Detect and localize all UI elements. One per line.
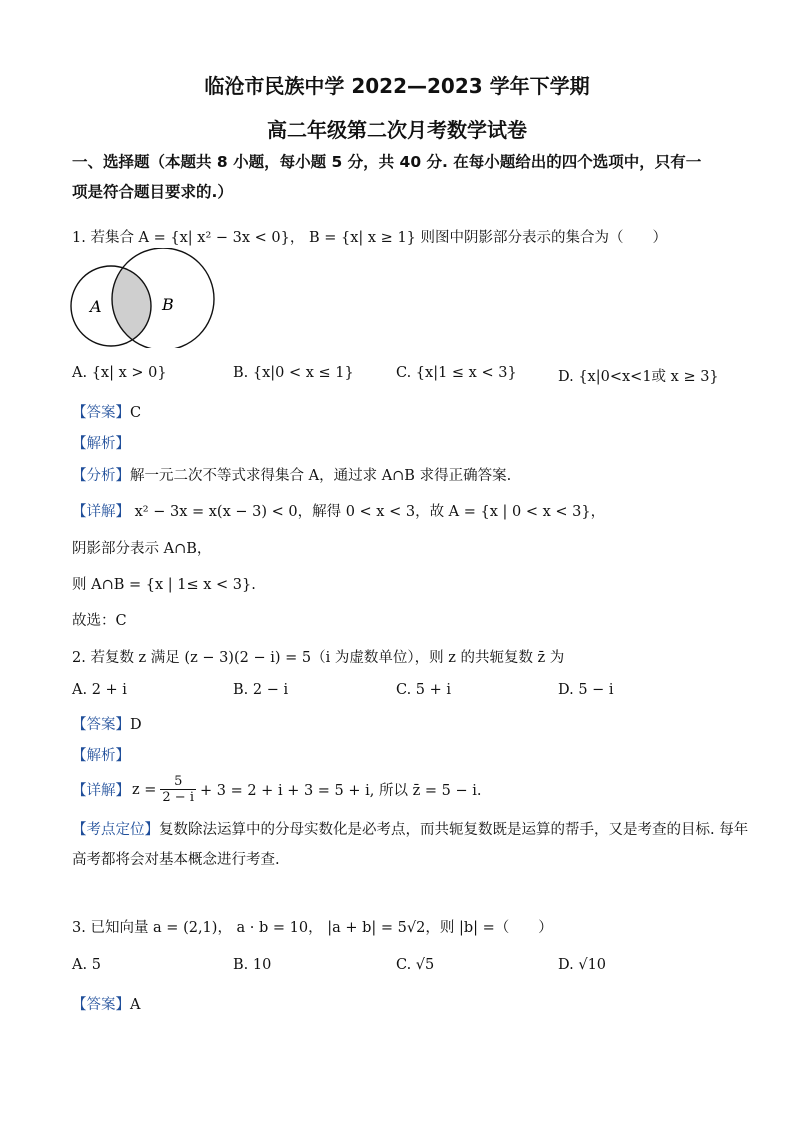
- venn-diagram: [68, 248, 223, 348]
- q1-answer: C: [130, 405, 142, 421]
- q2-answer-line: [72, 713, 142, 734]
- q2-kaodian-line2: 高考都将会对基本概念进行考查.: [72, 852, 280, 868]
- q3-option-d: D. √10: [558, 957, 607, 973]
- q2-detail-rhs: + 3 = 2 + i + 3 = 5 + i, 所以 z̄ = 5 − i.: [200, 783, 482, 799]
- q1-stem: 1. 若集合 A = {x| x² − 3x < 0}， B = {x| x ≥ 1} 则图中阴影部分表示的集合为（ ）: [72, 230, 668, 246]
- q3-option-c: C. √5: [396, 957, 435, 973]
- q2-kaodian-text1: 复数除法运算中的分母实数化是必考点，而共轭复数既是运算的帮手，又是考查的目标. 每年: [159, 822, 749, 838]
- detail-tag: 【详解】: [72, 504, 130, 520]
- answer-tag: 【答案】: [72, 405, 130, 421]
- q1-fenxi: 解一元二次不等式求得集合 A，通过求 A∩B 求得正确答案.: [130, 468, 512, 484]
- q1-option-a: A. {x| x > 0}: [72, 365, 167, 381]
- q1-choose-line: 故选：C: [72, 613, 127, 629]
- exam-title-line2: 高二年级第二次月考数学试卷: [267, 118, 527, 142]
- venn-label-b: B: [162, 295, 174, 314]
- q3-answer: A: [130, 997, 141, 1013]
- answer-tag: 【答案】: [72, 997, 130, 1013]
- q3-stem: 3. 已知向量 a = (2,1)， a · b = 10， |a + b| = 5√2，则 |b| =（ ）: [72, 920, 553, 936]
- q1-option-d: D. {x|0<x<1或 x ≥ 3}: [558, 369, 719, 385]
- detail-tag: 【详解】: [72, 783, 130, 799]
- q3-option-a: A. 5: [72, 957, 101, 973]
- q1-result-line: 则 A∩B = {x | 1≤ x < 3}.: [72, 577, 256, 593]
- q2-fraction-denominator: 2 − i: [162, 790, 194, 805]
- q2-answer: D: [130, 717, 142, 733]
- q2-analysis-tag: 【解析】: [72, 748, 130, 764]
- q1-option-c: C. {x|1 ≤ x < 3}: [396, 365, 517, 381]
- q2-option-a: A. 2 + i: [72, 682, 127, 698]
- section-heading-line1: 一、选择题（本题共 8 小题，每小题 5 分，共 40 分. 在每小题给出的四个选项中，只有一: [72, 153, 702, 171]
- q1-detail-line: [72, 500, 605, 521]
- q1-shadow-line: 阴影部分表示 A∩B，: [72, 541, 212, 557]
- q2-detail-line: [72, 774, 481, 805]
- q2-fraction: [160, 774, 196, 805]
- q3-answer-line: [72, 993, 140, 1014]
- q1-analysis-tag: 【解析】: [72, 436, 130, 452]
- answer-tag: 【答案】: [72, 717, 130, 733]
- q2-kaodian-line1: [72, 818, 748, 839]
- q2-fraction-numerator: 5: [174, 774, 183, 789]
- q3-option-b: B. 10: [233, 957, 272, 973]
- venn-label-a: A: [90, 297, 102, 316]
- q2-detail-lhs: z =: [132, 781, 157, 798]
- q1-option-b: B. {x|0 < x ≤ 1}: [233, 365, 354, 381]
- q2-option-c: C. 5 + i: [396, 682, 452, 698]
- q1-answer-line: [72, 401, 141, 422]
- section-heading-line2: 项是符合题目要求的.）: [72, 183, 233, 201]
- q2-stem: 2. 若复数 z 满足 (z − 3)(2 − i) = 5（i 为虚数单位），则 z 的共轭复数 z̄ 为: [72, 650, 565, 666]
- kaodian-tag: 【考点定位】: [72, 822, 159, 838]
- fenxi-tag: 【分析】: [72, 468, 130, 484]
- q2-option-b: B. 2 − i: [233, 682, 289, 698]
- q1-detail: x² − 3x = x(x − 3) < 0，解得 0 < x < 3，故 A = {x | 0 < x < 3}，: [130, 504, 606, 520]
- q2-option-d: D. 5 − i: [558, 682, 614, 698]
- q1-fenxi-line: [72, 464, 511, 485]
- exam-title-line1: 临沧市民族中学 2022—2023 学年下学期: [204, 74, 590, 98]
